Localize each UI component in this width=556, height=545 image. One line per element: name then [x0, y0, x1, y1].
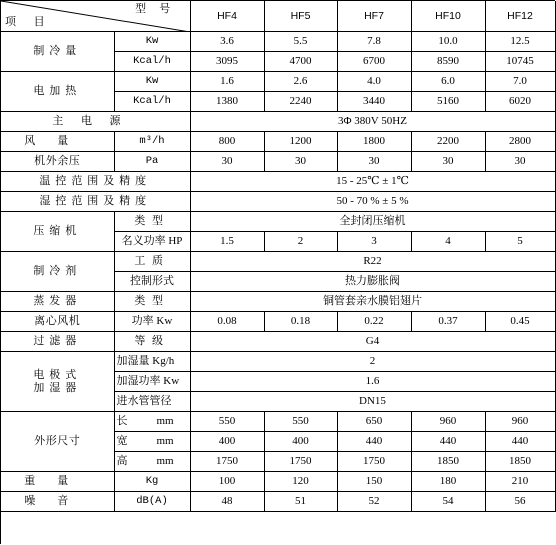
- heating-kw-hf4: 1.6: [190, 72, 264, 92]
- heating-kcal-hf10: 5160: [411, 92, 485, 112]
- pressure-unit: Pa: [114, 152, 190, 172]
- fan-row: [1, 312, 555, 332]
- noise-label: 噪音: [1, 492, 114, 512]
- cooling-label: 制冷量: [1, 32, 114, 72]
- refrigerant-medium-label: 工质: [114, 252, 190, 272]
- dim-length-hf12: 960: [485, 412, 555, 432]
- filter-grade-label: 等级: [114, 332, 190, 352]
- heating-label: 电加热: [1, 72, 114, 112]
- pressure-label: 机外余压: [1, 152, 114, 172]
- model-hf5: HF5: [264, 1, 337, 32]
- humidity-range-row: [1, 192, 555, 212]
- dimensions-width-unit: mm: [156, 435, 174, 447]
- airflow-hf10: 2200: [411, 132, 485, 152]
- corner-header: [1, 1, 190, 32]
- evaporator-row: [1, 292, 555, 312]
- fan-power-hf5: 0.18: [264, 312, 337, 332]
- dim-height-hf4: 1750: [190, 452, 264, 472]
- weight-hf4: 100: [190, 472, 264, 492]
- dim-width-hf10: 440: [411, 432, 485, 452]
- cooling-kw-hf10: 10.0: [411, 32, 485, 52]
- pressure-hf12: 30: [485, 152, 555, 172]
- heating-kw-row: [1, 72, 555, 92]
- humidifier-amount-row: [1, 352, 555, 372]
- dimensions-length-unit: mm: [156, 415, 174, 427]
- fan-power-label: 功率 Kw: [114, 312, 190, 332]
- cooling-kw-hf7: 7.8: [337, 32, 411, 52]
- filter-row: [1, 332, 555, 352]
- compressor-type-label: 类型: [114, 212, 190, 232]
- dimensions-length-row: [1, 412, 555, 432]
- temp-range-label: 温控范围及精度: [1, 172, 190, 192]
- compressor-type-row: [1, 212, 555, 232]
- fan-power-hf10: 0.37: [411, 312, 485, 332]
- dimensions-width-label: 宽: [116, 435, 128, 447]
- dimensions-height-cell: [114, 452, 190, 472]
- dim-width-hf4: 400: [190, 432, 264, 452]
- corner-bottom-label: 项目: [5, 16, 63, 28]
- cooling-kcal-unit: Kcal/h: [114, 52, 190, 72]
- model-hf12: HF12: [485, 1, 555, 32]
- compressor-type-value: 全封闭压缩机: [190, 212, 555, 232]
- dim-length-hf7: 650: [337, 412, 411, 432]
- cooling-kcal-hf5: 4700: [264, 52, 337, 72]
- refrigerant-medium-value: R22: [190, 252, 555, 272]
- dimensions-width-cell: [114, 432, 190, 452]
- humidifier-amount-value: 2: [190, 352, 555, 372]
- cooling-kcal-hf7: 6700: [337, 52, 411, 72]
- cooling-kw-row: [1, 32, 555, 52]
- heating-kw-hf12: 7.0: [485, 72, 555, 92]
- airflow-hf4: 800: [190, 132, 264, 152]
- dim-length-hf5: 550: [264, 412, 337, 432]
- noise-hf7: 52: [337, 492, 411, 512]
- cooling-kcal-hf4: 3095: [190, 52, 264, 72]
- heating-kw-hf7: 4.0: [337, 72, 411, 92]
- humidity-range-label: 湿控范围及精度: [1, 192, 190, 212]
- heating-kw-hf5: 2.6: [264, 72, 337, 92]
- temp-range-value: 15 - 25℃ ± 1℃: [190, 172, 555, 192]
- compressor-power-hf12: 5: [485, 232, 555, 252]
- heating-kw-hf10: 6.0: [411, 72, 485, 92]
- airflow-unit: m³/h: [114, 132, 190, 152]
- dim-height-hf7: 1750: [337, 452, 411, 472]
- dimensions-height-label: 高: [116, 455, 128, 467]
- heating-kcal-hf7: 3440: [337, 92, 411, 112]
- dimensions-length-cell: [114, 412, 190, 432]
- model-hf7: HF7: [337, 1, 411, 32]
- corner-top-label: 型号: [135, 3, 184, 15]
- weight-label: 重量: [1, 472, 114, 492]
- airflow-hf7: 1800: [337, 132, 411, 152]
- filter-label: 过滤器: [1, 332, 114, 352]
- spec-table: [1, 1, 556, 512]
- evaporator-type-value: 铜管套亲水膜铝翅片: [190, 292, 555, 312]
- weight-row: [1, 472, 555, 492]
- refrigerant-control-value: 热力膨胀阀: [190, 272, 555, 292]
- dimensions-length-label: 长: [116, 415, 128, 427]
- power-row: [1, 112, 555, 132]
- evaporator-label: 蒸发器: [1, 292, 114, 312]
- weight-hf7: 150: [337, 472, 411, 492]
- pressure-hf10: 30: [411, 152, 485, 172]
- power-value: 3Φ 380V 50HZ: [190, 112, 555, 132]
- refrigerant-label: 制冷剂: [1, 252, 114, 292]
- power-label: 主电源: [1, 112, 190, 132]
- noise-unit: dB(A): [114, 492, 190, 512]
- dim-length-hf4: 550: [190, 412, 264, 432]
- airflow-hf12: 2800: [485, 132, 555, 152]
- dim-height-hf5: 1750: [264, 452, 337, 472]
- noise-hf5: 51: [264, 492, 337, 512]
- cooling-kw-hf4: 3.6: [190, 32, 264, 52]
- evaporator-type-label: 类型: [114, 292, 190, 312]
- humidifier-power-value: 1.6: [190, 372, 555, 392]
- header-row: [1, 1, 555, 32]
- pressure-hf4: 30: [190, 152, 264, 172]
- humidity-range-value: 50 - 70 % ± 5 %: [190, 192, 555, 212]
- pressure-hf7: 30: [337, 152, 411, 172]
- dim-height-hf12: 1850: [485, 452, 555, 472]
- humidifier-label: [1, 352, 114, 412]
- humidifier-pipe-value: DN15: [190, 392, 555, 412]
- fan-power-hf12: 0.45: [485, 312, 555, 332]
- pressure-row: [1, 152, 555, 172]
- temp-range-row: [1, 172, 555, 192]
- airflow-label: 风量: [1, 132, 114, 152]
- model-hf10: HF10: [411, 1, 485, 32]
- humidifier-amount-label: 加湿量 Kg/h: [114, 352, 190, 372]
- noise-row: [1, 492, 555, 512]
- airflow-row: [1, 132, 555, 152]
- heating-kcal-hf5: 2240: [264, 92, 337, 112]
- noise-hf4: 48: [190, 492, 264, 512]
- heating-kcal-unit: Kcal/h: [114, 92, 190, 112]
- fan-power-hf7: 0.22: [337, 312, 411, 332]
- refrigerant-control-label: 控制形式: [114, 272, 190, 292]
- humidifier-power-label: 加湿功率 Kw: [114, 372, 190, 392]
- compressor-power-hf7: 3: [337, 232, 411, 252]
- airflow-hf5: 1200: [264, 132, 337, 152]
- compressor-label: 压缩机: [1, 212, 114, 252]
- cooling-kw-hf12: 12.5: [485, 32, 555, 52]
- refrigerant-medium-row: [1, 252, 555, 272]
- dimensions-label: 外形尺寸: [1, 412, 114, 472]
- compressor-power-hf4: 1.5: [190, 232, 264, 252]
- heating-kcal-hf4: 1380: [190, 92, 264, 112]
- humidifier-label-line1: 电极式: [33, 368, 82, 381]
- compressor-power-hf10: 4: [411, 232, 485, 252]
- noise-hf12: 56: [485, 492, 555, 512]
- compressor-power-label: 名义功率 HP: [114, 232, 190, 252]
- weight-hf12: 210: [485, 472, 555, 492]
- weight-hf5: 120: [264, 472, 337, 492]
- cooling-kcal-hf10: 8590: [411, 52, 485, 72]
- cooling-kcal-hf12: 10745: [485, 52, 555, 72]
- humidifier-label-line2: 加湿器: [33, 381, 82, 394]
- heating-kw-unit: Kw: [114, 72, 190, 92]
- dim-width-hf12: 440: [485, 432, 555, 452]
- cooling-kw-hf5: 5.5: [264, 32, 337, 52]
- pressure-hf5: 30: [264, 152, 337, 172]
- heating-kcal-hf12: 6020: [485, 92, 555, 112]
- fan-label: 离心风机: [1, 312, 114, 332]
- dim-width-hf5: 400: [264, 432, 337, 452]
- compressor-power-hf5: 2: [264, 232, 337, 252]
- dim-width-hf7: 440: [337, 432, 411, 452]
- dimensions-height-unit: mm: [156, 455, 174, 467]
- weight-hf10: 180: [411, 472, 485, 492]
- weight-unit: Kg: [114, 472, 190, 492]
- noise-hf10: 54: [411, 492, 485, 512]
- dim-height-hf10: 1850: [411, 452, 485, 472]
- cooling-kw-unit: Kw: [114, 32, 190, 52]
- filter-grade-value: G4: [190, 332, 555, 352]
- humidifier-pipe-label: 进水管管径: [114, 392, 190, 412]
- fan-power-hf4: 0.08: [190, 312, 264, 332]
- model-hf4: HF4: [190, 1, 264, 32]
- dim-length-hf10: 960: [411, 412, 485, 432]
